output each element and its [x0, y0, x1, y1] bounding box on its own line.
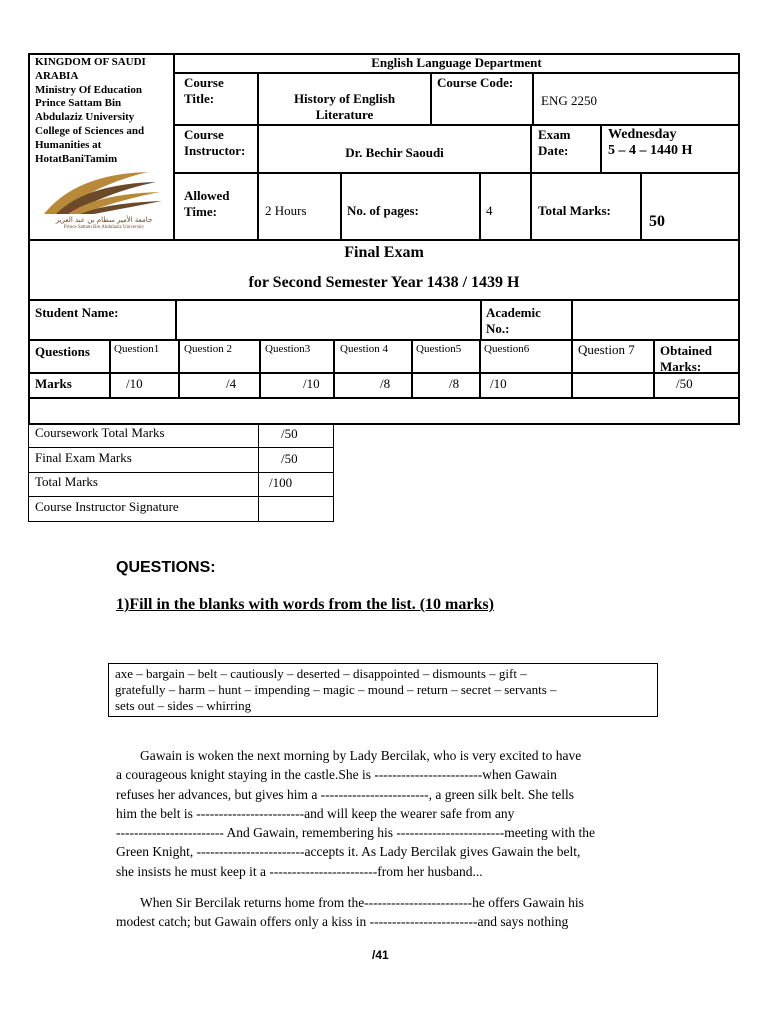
label-line: Marks: — [660, 359, 702, 374]
allowed-time-value: 2 Hours — [265, 203, 307, 218]
passage-line: When Sir Bercilak returns home from the------------------------he offers Gawain his — [140, 895, 584, 910]
questions-label: Questions — [35, 344, 90, 359]
questions-heading: QUESTIONS: — [116, 559, 216, 576]
label-line: No.: — [486, 321, 510, 336]
obtained-marks-value: /50 — [676, 376, 693, 391]
question-mark: /10 — [303, 376, 320, 391]
question-1-heading: 1)Fill in the blanks with words from the list. (10 marks) — [116, 596, 494, 613]
university-logo — [36, 170, 166, 235]
label-line: Obtained — [660, 343, 713, 358]
word-list-line: sets out – sides – whirring — [115, 698, 252, 713]
passage-line: refuses her advances, but gives him a ------------------------, a green silk belt. She tells — [116, 786, 575, 802]
marks-label: Marks — [35, 376, 72, 391]
total-marks-label: Total Marks: — [538, 203, 611, 218]
total-marks-value: 50 — [649, 213, 665, 230]
student-name-label: Student Name: — [35, 305, 119, 320]
value-line: Literature — [315, 107, 374, 122]
pages-label: No. of pages: — [347, 203, 419, 218]
question-header: Question 2 — [184, 343, 232, 355]
institution-block — [35, 56, 173, 166]
academic-no-field[interactable] — [573, 301, 738, 338]
institution-line: College of Sciences and — [35, 124, 145, 137]
passage-line: him the belt is ------------------------and will keep the wearer safe from any — [116, 805, 515, 821]
summary-row-value: /100 — [269, 475, 293, 490]
label-line: Course — [184, 127, 224, 142]
institution-line: KINGDOM OF SAUDI — [35, 56, 146, 68]
exam-date: 5 – 4 – 1440 H — [608, 143, 693, 158]
student-name-field[interactable] — [177, 301, 479, 338]
label-line: Date: — [538, 143, 569, 158]
passage-line: modest catch; but Gawain offers only a kiss in ------------------------and says nothing — [116, 914, 569, 930]
summary-row-value: /50 — [281, 451, 298, 466]
institution-line: Prince Sattam Bin — [35, 97, 122, 110]
value-line: History of English — [293, 91, 396, 106]
label-line: Time: — [184, 204, 217, 219]
institution-line: Abdulaziz University — [35, 111, 135, 124]
instructor-signature-field[interactable] — [260, 498, 332, 520]
course-code-label: Course Code: — [437, 75, 514, 90]
summary-row-label: Coursework Total Marks — [35, 425, 165, 440]
word-list-line: axe – bargain – belt – cautiously – deserted – disappointed – dismounts – gift – — [115, 666, 527, 681]
passage-line: Green Knight, ------------------------accepts it. As Lady Bercilak gives Gawain the belt, — [116, 844, 581, 860]
label-line: Instructor: — [184, 143, 246, 158]
institution-line: HotatBaniTamim — [35, 152, 118, 165]
summary-row-label: Final Exam Marks — [35, 450, 132, 465]
logo-arabic-text: جامعة الأمير سطام بن عبد العزيز — [55, 216, 153, 224]
label-line: Exam — [538, 127, 571, 142]
question-header: Question1 — [114, 343, 160, 355]
question-mark: /10 — [490, 376, 507, 391]
passage-line: she insists he must keep it a ------------------------from her husband... — [116, 863, 483, 879]
summary-row-label: Course Instructor Signature — [35, 499, 179, 514]
word-list-line: gratefully – harm – hunt – impending – magic – mound – return – secret – servants – — [115, 682, 557, 697]
exam-date-value — [608, 127, 692, 159]
institution-line: Humanities at — [35, 138, 102, 151]
word-list-box — [108, 663, 658, 717]
obtained-marks-label — [660, 343, 712, 375]
label-line: Course — [184, 75, 224, 90]
passage-paragraph-1 — [116, 746, 646, 881]
institution-line: Ministry Of Education — [35, 83, 142, 96]
academic-no-label — [486, 305, 541, 337]
question-header: Question6 — [484, 343, 530, 355]
question-header: Question3 — [265, 343, 311, 355]
instructor-value: Dr. Bechir Saoudi — [345, 145, 444, 160]
question-header: Question5 — [416, 343, 462, 355]
institution-line: ARABIA — [35, 69, 79, 82]
instructor-label — [184, 127, 245, 159]
pages-value: 4 — [486, 203, 493, 218]
summary-row-label: Total Marks — [35, 474, 98, 489]
logo-english-text: Prince Sattam Bin Abdulaziz University — [63, 225, 145, 230]
label-line: Allowed — [184, 188, 230, 203]
course-code-value: ENG 2250 — [541, 93, 597, 108]
label-line: Academic — [486, 305, 541, 320]
exam-subtitle: for Second Semester Year 1438 / 1439 H — [248, 274, 520, 291]
passage-line: Gawain is woken the next morning by Lady Bercilak, who is very excited to have — [140, 748, 582, 763]
exam-day: Wednesday — [608, 127, 677, 142]
question-header: Question 7 — [578, 342, 635, 357]
passage-line: ------------------------ And Gawain, remembering his ------------------------meeting with the — [116, 825, 595, 841]
allowed-time-label — [184, 188, 230, 220]
question-header: Question 4 — [340, 343, 388, 355]
question-mark: /8 — [449, 376, 460, 391]
question-mark: /8 — [380, 376, 391, 391]
passage-line: a courageous knight staying in the castle.She is ------------------------when Gawain — [116, 767, 557, 783]
passage-paragraph-2 — [116, 893, 646, 932]
question-mark: /10 — [126, 376, 143, 391]
summary-row-value: /50 — [281, 426, 298, 441]
exam-date-label — [538, 127, 571, 159]
course-title-value — [259, 91, 430, 123]
course-title-label — [184, 75, 224, 107]
label-line: Title: — [184, 91, 215, 106]
question-mark: /4 — [226, 376, 237, 391]
department-title: English Language Department — [371, 55, 542, 70]
exam-title: Final Exam — [344, 244, 424, 261]
page-footer: /41 — [372, 948, 389, 962]
